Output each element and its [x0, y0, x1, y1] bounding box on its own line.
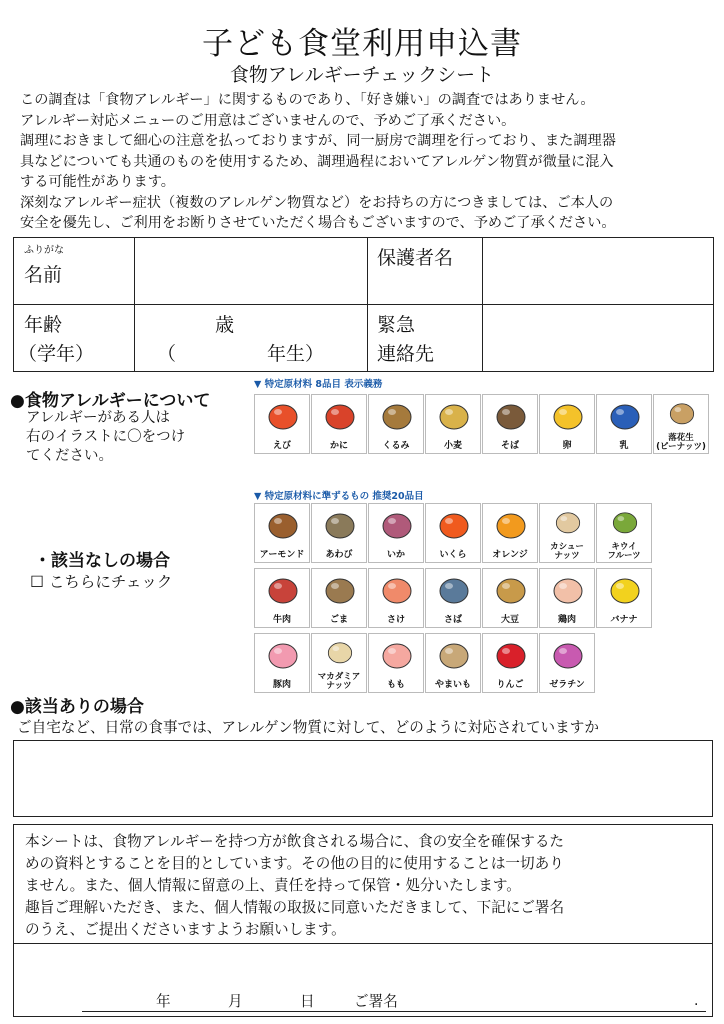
group1-item[interactable]	[482, 394, 538, 454]
instruction-line: アレルギーがある人は	[26, 410, 171, 426]
intro-line: する可能性があります。	[20, 174, 175, 190]
group2-item-label: 牛肉	[272, 615, 291, 625]
group2-item-label: マカダミア ナッツ	[317, 672, 361, 691]
group1-item[interactable]	[596, 394, 652, 454]
group2-header: ▼ 特定原材料に準ずるもの 推奨20品目	[254, 491, 424, 502]
group1-item[interactable]	[425, 394, 481, 454]
age-label: 年齢	[24, 314, 63, 336]
none-checkbox[interactable]: ☐	[30, 573, 44, 591]
age-label-cell	[14, 305, 135, 372]
intro-line: 調理におきまして細心の注意を払っておりますが、同一厨房で調理を行っており、また調理器	[20, 133, 616, 149]
group1-item-label: 小麦	[443, 441, 462, 451]
group2-item[interactable]	[311, 503, 367, 563]
group2-item[interactable]	[425, 633, 481, 693]
guardian-label-cell	[368, 238, 483, 305]
signature-line	[82, 1011, 706, 1012]
notice-line: のうえ、ご提出くださいますようお願いします。	[25, 921, 346, 938]
group2-item[interactable]	[368, 503, 424, 563]
group2-item-label: バナナ	[610, 615, 638, 625]
group1-header: ▼ 特定原材料 8品目 表示義務	[254, 379, 383, 390]
group2-item[interactable]	[311, 568, 367, 628]
guardian-name-field[interactable]	[483, 238, 714, 305]
notice-box	[13, 824, 713, 1017]
instruction-line: 右のイラストに〇をつけ	[26, 429, 186, 445]
none-heading: ・該当なしの場合	[34, 551, 170, 571]
group2-item[interactable]	[596, 503, 652, 563]
group2-item-label: オレンジ	[492, 550, 528, 560]
emergency-label-cell	[368, 305, 483, 372]
group2-item-label: ごま	[329, 615, 348, 625]
group1-item-label: 落花生 (ピーナッツ)	[656, 433, 706, 452]
signature-label: ご署名	[354, 993, 398, 1010]
group2-item[interactable]	[425, 503, 481, 563]
group2-item[interactable]	[368, 568, 424, 628]
name-field[interactable]	[135, 238, 368, 305]
age-unit: 歳	[215, 314, 235, 336]
group1-item-label: かに	[329, 441, 348, 451]
notice-line: 趣旨ご理解いただき、また、個人情報の取扱に同意いただきまして、下記にご署名	[25, 899, 565, 916]
group2-item[interactable]	[482, 568, 538, 628]
group1-item-label: 乳	[619, 441, 629, 451]
furigana-label: ふりがな	[24, 245, 64, 256]
group2-item-label: 大豆	[500, 615, 519, 625]
none-check[interactable]	[30, 570, 172, 592]
group1-item-label: くるみ	[382, 441, 410, 451]
group1-item[interactable]	[254, 394, 310, 454]
intro-line: 具などについても共通のものを使用するため、調理過程においてアレルゲン物質が微量に混入	[20, 153, 614, 170]
divider	[14, 943, 712, 944]
grade-open: （	[157, 343, 177, 365]
name-label: 名前	[24, 264, 63, 286]
emergency-contact-field[interactable]	[483, 305, 714, 372]
group2-item[interactable]	[482, 633, 538, 693]
group1-item-label: そば	[500, 441, 519, 451]
page-subtitle: 食物アレルギーチェックシート	[229, 64, 495, 86]
group2-item-label: キウイ フルーツ	[607, 542, 641, 561]
intro-line: 安全を優先し、ご利用をお断りさせていただく場合もございますので、予めご了承ください。	[20, 215, 616, 231]
group2-item-label: いくら	[439, 550, 467, 560]
applicant-info-table	[13, 237, 714, 372]
signature-day: 日	[300, 993, 315, 1010]
page-title: 子ども食堂利用申込書	[202, 26, 522, 62]
notice-line: 本シートは、食物アレルギーを持つ方が飲食される場合に、食の安全を確保するた	[25, 833, 565, 850]
guardian-label: 保護者名	[377, 247, 454, 269]
group2-item[interactable]	[311, 633, 367, 693]
signature-end: .	[694, 993, 699, 1009]
group2-item[interactable]	[254, 503, 310, 563]
intro-text	[20, 90, 716, 234]
group2-item[interactable]	[596, 568, 652, 628]
intro-line: 深刻なアレルギー症状（複数のアレルゲン物質など）をお持ちの方につきましては、ご本人の	[20, 194, 614, 211]
group2-item-label: 鶏肉	[557, 615, 576, 625]
intro-line: アレルギー対応メニューのご用意はございませんので、予めご了承ください。	[20, 112, 516, 129]
group1-item[interactable]	[368, 394, 424, 454]
notice-line: ません。また、個人情報に留意の上、責任を持って保管・処分いたします。	[25, 877, 521, 894]
allergy-instruction	[26, 409, 185, 466]
group2-item[interactable]	[425, 568, 481, 628]
intro-line: この調査は「食物アレルギー」に関するものであり、「好き嫌い」の調査ではありません。	[20, 92, 595, 108]
group2-item-label: もも	[386, 680, 405, 690]
group2-item-label: りんご	[496, 680, 524, 690]
group2-item-label: あわび	[325, 550, 353, 560]
group2-item[interactable]	[539, 633, 595, 693]
emergency-label-1: 緊急	[377, 314, 416, 336]
group2-item-label: ゼラチン	[549, 680, 585, 690]
signature-field[interactable]	[414, 985, 684, 1011]
group2-item-label: さば	[443, 615, 462, 625]
signature-year: 年	[156, 993, 171, 1010]
emergency-label-2: 連絡先	[377, 343, 435, 365]
response-textarea[interactable]	[13, 740, 713, 817]
group1-item[interactable]	[539, 394, 595, 454]
group2-item[interactable]	[368, 633, 424, 693]
notice-line: めの資料とすることを目的としています。その他の目的に使用することは一切あり	[25, 855, 564, 872]
group2-item[interactable]	[254, 568, 310, 628]
group2-item[interactable]	[254, 633, 310, 693]
allergy-heading: ●食物アレルギーについて	[10, 391, 211, 411]
signature-month: 月	[228, 993, 243, 1010]
group2-item-label: さけ	[386, 615, 405, 625]
some-heading: ●該当ありの場合	[10, 697, 144, 717]
none-check-label: こちらにチェック	[48, 573, 173, 591]
group1-item-label: 卵	[562, 441, 572, 451]
group2-item-label: カシュー ナッツ	[550, 542, 584, 561]
grade-label: （学年）	[18, 343, 95, 365]
notice-text	[25, 831, 564, 941]
group1-item[interactable]	[311, 394, 367, 454]
group2-item[interactable]	[482, 503, 538, 563]
group2-item-label: やまいも	[434, 680, 471, 690]
some-question: ご自宅など、日常の食事では、アレルゲン物質に対して、どのように対応されていますか	[17, 719, 599, 736]
group2-item[interactable]	[539, 503, 595, 563]
group2-item-label: アーモンド	[259, 550, 305, 560]
age-field[interactable]	[135, 305, 368, 372]
group2-item-label: 豚肉	[272, 680, 291, 690]
group1-item[interactable]	[653, 394, 709, 454]
group1-item-label: えび	[272, 441, 291, 451]
name-label-cell	[14, 238, 135, 305]
instruction-line: てください。	[26, 448, 113, 464]
grade-close: 年生）	[267, 343, 325, 365]
group2-item-label: いか	[386, 550, 405, 560]
group2-item[interactable]	[539, 568, 595, 628]
